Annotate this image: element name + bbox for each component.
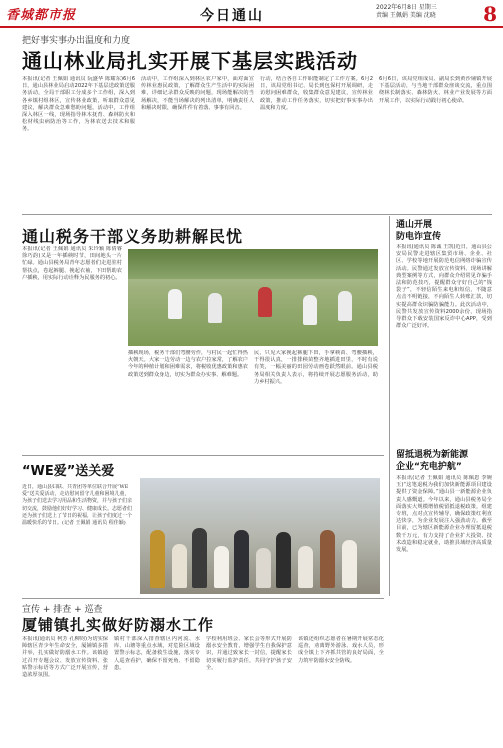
photo-figure	[276, 532, 291, 588]
story4-column-1: 本报讯(通讯员 柯芳 孔柳钧)为切实保障辖区青少年生命安全，厦铺镇多措并举，扎实做好防溺水工作。该镇通过召开专题会议、发放宣传资料、张贴警示标语等方式广泛开展宣传，营造浓厚氛围。	[22, 636, 108, 679]
side2-title[interactable]: 留抵退税为新能源 企业“充电护航”	[396, 450, 469, 472]
rice-planting-photo	[128, 249, 378, 346]
date-line-1: 2022年6月8日 星期三	[376, 4, 437, 11]
story1-column-3: 行动，结合各自工作职能制定了工作方案。6月2日，该局党组书记、局长到包保村开展调研，走访慰问困难群众，收集群众意见建议，宣传林业政策，推动工作任务落实，切实把好事实事办出温度和力度。	[260, 76, 373, 111]
story2-column-3: 民，只见大家挽起裤腿下田，手拿秧苗、弯腰插秧，干得很认真，一排排秧苗整齐地插进田里，不时有说有笑，一幅美丽的田园劳动画卷跃然眼前。通山县税务局相关负责人表示，将持续开展志愿服务活动，助力乡村振兴。	[254, 350, 378, 385]
divider	[22, 455, 384, 456]
story1-column-4: 6月6日，该局党组成员、副局长到黄沙铺镇开展下基层活动，与当地干部群众座谈交流，重点围绕林长制落实、森林防火、林业产业发展等方面开展工作，以实际行动践行初心使命。	[379, 76, 492, 104]
story2-column-1: 本报讯(记者 王佩娟 通讯员 朱玲颖 陈倩睿 徐巧韵)又是一年插秧时节，田间地头一片忙碌。通山县税务局青年志愿者们走进驻村帮扶点，卷起裤腿、挽起衣袖，下田帮助农户插秧，用实际行动诠释为民服务的初心。	[22, 246, 122, 281]
story4-column-3: 学校利用班会、家长会等形式开展防溺水安全教育，增强学生自我保护意识，并通过致家长一封信，提醒家长切实履行监护责任，共同守护孩子安全。	[206, 636, 292, 671]
divider	[22, 214, 492, 215]
photo-figure	[234, 530, 249, 588]
story3-note: 近日，通山县妇联、共青团等单位联合开展“WE爱”送关爱活动，走访慰问留守儿童和困境儿童，为孩子们送去学习用品和生活物资，并与孩子们亲切交流，鼓励他们好好学习、健康成长。志愿者们还为孩子们送上了节日的祝福，让孩子们度过一个温暖快乐的节日。(记者 王佩娟 通讯员 程佳颖)	[22, 484, 133, 527]
photo-background-trees	[128, 249, 378, 279]
photo-figure	[320, 530, 335, 588]
divider	[22, 598, 384, 599]
story4-column-4: 该镇还组织志愿者在暑期开展常态化巡查，劝离野外游泳、戏水人员，形成全镇上下齐抓共管的良好局面，全力筑牢防溺水安全防线。	[298, 636, 384, 664]
newspaper-logo: 香城都市报	[6, 8, 77, 23]
photo-figure	[298, 546, 313, 588]
story1-headline[interactable]: 通山林业局扎实开展下基层实践活动	[22, 49, 358, 73]
story2-column-2: 插秧现场，税务干部们弯腰劳作，与村民一起忙得热火朝天。大家一边劳动一边与农户拉家常，了解农户今年的种植计划和困难需求，将税收优惠政策和惠农政策送到群众身边，切实为群众办实事、解难题。	[128, 350, 248, 378]
side1-title[interactable]: 通山开展 防电诈宣传	[396, 220, 442, 242]
section-title: 今日通山	[200, 8, 264, 24]
side1-body: 本报讯(通讯员 陈诚 王凯)近日，通山县公安局民警走进辖区集贸市场、企业、社区、学校等地开展防范电信网络诈骗宣传活动。民警通过发放宣传资料、现场讲解典型案例等方式，向群众介绍常见诈骗手法和防范技巧，提醒群众守好自己的“钱袋子”，不轻信陌生来电和短信，不随意点击不明链接，不向陌生人转账汇款，切实提高群众识骗防骗能力。此次活动中，民警共发放宣传资料2000余份，现场指导群众下载安装国家反诈中心APP，受到群众广泛好评。	[396, 244, 492, 330]
photo-figure	[172, 544, 187, 588]
photo-figure	[208, 293, 222, 323]
photo-figure	[303, 295, 317, 325]
photo-figure	[192, 528, 207, 588]
photo-figure	[258, 287, 272, 317]
page-number: 8	[483, 2, 497, 26]
photo-figure	[150, 530, 165, 588]
story1-kicker: 把好事实事办出温度和力度	[22, 36, 131, 46]
date-line-2: 责编 王佩娟 美编 沈晓	[376, 12, 436, 19]
story4-headline[interactable]: 厦铺镇扎实做好防溺水工作	[22, 616, 215, 634]
story4-kicker: 宣传 + 排查 + 巡查	[22, 605, 103, 615]
photo-figure	[338, 291, 352, 321]
photo-figure	[214, 546, 229, 588]
story1-column-2: 活动中，工作组深入到林区农户家中，面对面宣传林业惠民政策，了解群众生产生活中的实际困难，详细记录群众反映的问题，现场能解决的当场解决，不能当场解决的列出清单，明确责任人和解决时限，确保件件有着落、事事有回音。	[141, 76, 254, 111]
dateline	[376, 4, 476, 20]
side2-body: 本报讯(记者 王佩娟 通讯员 陈佩恩 李婉玉)“这笔退税为我们加快新能源项目建设提供了资金保障。”通山县一新能源企业负责人感慨道。今年以来，通山县税务局全面落实大规模增值税留抵退税政策，组建专班，点对点宣传辅导，确保政策红利直达快享，为企业发展注入强劲动力。截至目前，已为辖区新能源企业办理留抵退税数千万元，有力支持了企业扩大投资、技术改造和稳定就业，助推县域经济高质量发展。	[396, 475, 492, 554]
photo-figure	[256, 548, 271, 588]
story3-title[interactable]: “WE爱”送关爱	[22, 464, 115, 479]
photo-figure	[342, 540, 357, 588]
divider	[389, 216, 390, 596]
page-header	[0, 0, 503, 28]
story2-headline[interactable]: 通山税务干部义务助耕解民忧	[22, 227, 244, 246]
photo-figure	[168, 289, 182, 319]
group-photo	[140, 478, 380, 594]
story4-column-2: 镇村干部深入排查辖区内河流、水库、山塘等重点水域，对危险区域设置警示标志，配备救生设施，落实专人巡查看护，确保不留死角、不留隐患。	[114, 636, 200, 671]
story1-column-1: 本报讯(记者 王佩娟 通讯员 阮盛华 陈耀东)6月6日，通山县林业局启动2022年下基层送政策送服务活动，全局干部职工分成多个工作组，深入到各乡镇村组林区，宣传林业政策，听取群众意见建议，解决群众急难愁盼问题。活动中，工作组深入林区一线，现场指导林木抚育、森林防火和松材线虫病防治等工作，为林农送去技术和服务。	[22, 76, 135, 133]
